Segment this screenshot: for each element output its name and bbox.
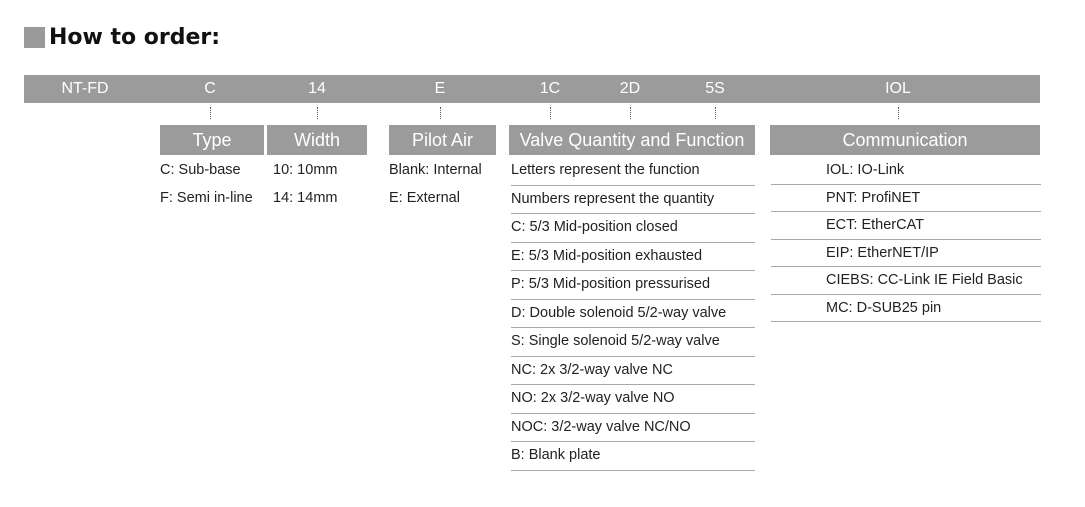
list-item: E: External — [389, 189, 460, 206]
connector-tick — [715, 107, 716, 119]
list-item: MC: D-SUB25 pin — [771, 295, 1041, 323]
list-item: ECT: EtherCAT — [771, 212, 1041, 240]
code-series: NT-FD — [61, 80, 109, 97]
list-item: EIP: EtherNET/IP — [771, 240, 1041, 268]
header-width: Width — [267, 125, 367, 155]
list-item: C: Sub-base — [160, 162, 241, 178]
code-valve-2: 2D — [619, 80, 641, 97]
width-options-list — [273, 157, 383, 212]
pilot-air-options-list — [389, 157, 497, 212]
connector-tick — [630, 107, 631, 119]
connector-tick — [317, 107, 318, 119]
code-pilot-air: E — [434, 80, 446, 97]
list-item: NOC: 3/2-way valve NC/NO — [511, 414, 755, 443]
section-heading — [24, 24, 220, 50]
header-pilot-air: Pilot Air — [389, 125, 496, 155]
connector-tick — [898, 107, 899, 119]
list-item: 14: 14mm — [273, 189, 338, 206]
code-type: C — [204, 80, 216, 97]
list-item: B: Blank plate — [511, 442, 755, 471]
list-item: Numbers represent the quantity — [511, 186, 755, 215]
list-item: 10: 10mm — [273, 162, 338, 178]
list-item: NO: 2x 3/2-way valve NO — [511, 385, 755, 414]
list-item: Blank: Internal — [389, 162, 482, 178]
list-item: D: Double solenoid 5/2-way valve — [511, 300, 755, 329]
communication-options-list — [771, 157, 1041, 322]
list-item: E: 5/3 Mid-position exhausted — [511, 243, 755, 272]
connector-tick — [550, 107, 551, 119]
list-item: PNT: ProfiNET — [771, 185, 1041, 213]
list-item: IOL: IO-Link — [771, 157, 1041, 185]
code-valve-3: 5S — [705, 80, 725, 97]
connector-tick — [440, 107, 441, 119]
header-valve-quantity-function: Valve Quantity and Function — [509, 125, 755, 155]
list-item: C: 5/3 Mid-position closed — [511, 214, 755, 243]
connector-tick — [210, 107, 211, 119]
header-type: Type — [160, 125, 264, 155]
type-options-list — [160, 157, 264, 212]
valve-options-list — [511, 157, 755, 471]
code-communication: IOL — [885, 80, 911, 97]
heading-square-icon — [24, 27, 45, 48]
code-valve-1: 1C — [539, 80, 561, 97]
list-item: Letters represent the function — [511, 157, 755, 186]
list-item: CIEBS: CC-Link IE Field Basic — [771, 267, 1041, 295]
heading-text: How to order: — [49, 24, 221, 50]
list-item: S: Single solenoid 5/2-way valve — [511, 328, 755, 357]
list-item: F: Semi in-line — [160, 189, 253, 206]
list-item: NC: 2x 3/2-way valve NC — [511, 357, 755, 386]
list-item: P: 5/3 Mid-position pressurised — [511, 271, 755, 300]
header-communication: Communication — [770, 125, 1040, 155]
code-width: 14 — [308, 80, 326, 97]
